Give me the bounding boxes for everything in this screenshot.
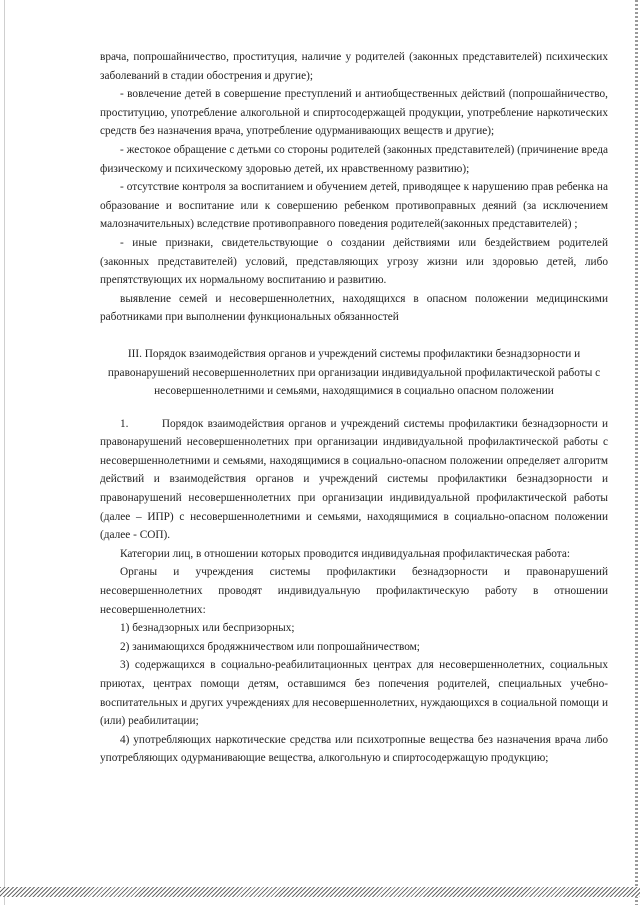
scan-left-edge (4, 0, 5, 905)
list-item-2: 2) занимающихся бродяжничеством или попрошайничеством; (120, 640, 420, 653)
list-item-cruelty: - жестокое обращение с детьми со стороны родителей (законных представителей) (причинение вреда физическому и психическому здоровью детей, их нравственному развитию); (100, 143, 608, 175)
paragraph-procedure: 1. Порядок взаимодействия органов и учреждений системы профилактики безнадзорности и правонарушений несовершеннолетних при организации индивидуальной профилактической работы с несовершеннолетними и семьями, находящимися в социально-опасном положении определяет алгоритм действий и взаимодействия органов и учреждений системы профилактики безнадзорности и правонарушений несовершеннолетних при организации индивидуальной профилактической работы (далее – ИПР) с несовершеннолетними и семьями, находящимися в социально-опасном положении (далее - СОП). (100, 417, 608, 542)
list-item-4: 4) употребляющих наркотические средства или психотропные вещества без назначения врача либо употребляющих одурманивающие вещества, алкогольную и спиртосодержащую продукцию; (100, 733, 608, 765)
document-page (100, 48, 608, 768)
list-item-other-signs: - иные признаки, свидетельствующие о создании действиями или бездействием родителей (законных представителей) условий, представляющих угрозу жизни или здоровью детей, либо препятствующих их нормальному воспитанию и развитию. (100, 236, 608, 287)
paragraph-detection: выявление семей и несовершеннолетних, находящихся в опасном положении медицинскими работниками при выполнении функциональных обязанностей (100, 292, 608, 324)
section-title: III. Порядок взаимодействия органов и учреждений системы профилактики безнадзорности и правонарушений несовершеннолетних при организации индивидуальной профилактической работы с несовершеннолетними и семьями, находящимися в социально опасном положении (107, 347, 601, 398)
list-item-1: 1) безнадзорных или беспризорных; (120, 622, 295, 635)
list-item-3: 3) содержащихся в социально-реабилитационных центрах для несовершеннолетних, социальных приютах, центрах помощи детям, оставшимся без попечения родителей, специальных учебно-воспитательных и других учреждениях для несовершеннолетних, нуждающихся в социальной помощи и (или) реабилитации; (100, 659, 608, 728)
paragraph-categories: Категории лиц, в отношении которых проводится индивидуальная профилактическая работа: (120, 547, 571, 560)
paragraph-organs: Органы и учреждения системы профилактики безнадзорности и правонарушений несовершеннолетних проводят индивидуальную профилактическую работу в отношении несовершеннолетних: (100, 566, 608, 616)
list-item-involvement: - вовлечение детей в совершение преступлений и антиобщественных действий (попрошайничество, проституцию, употребление алкогольной и спиртосодержащей продукции, употребление наркотических средств без назначения врача, употребление одурманивающих веществ и другие); (100, 88, 608, 138)
list-item-no-control: - отсутствие контроля за воспитанием и обучением детей, приводящее к нарушению прав ребенка на образование и воспитание или к совершению ребенком противоправных деяний (за исключением малозначительных) вследствие противоправного поведения родителей(законных представителей) ; (100, 181, 608, 231)
paragraph-continuation: врача, попрошайничество, проституция, наличие у родителей (законных представителей) психических заболеваний в стадии обострения и другие); (100, 51, 608, 82)
scan-right-edge (635, 0, 638, 905)
scan-bottom-edge (0, 887, 640, 897)
